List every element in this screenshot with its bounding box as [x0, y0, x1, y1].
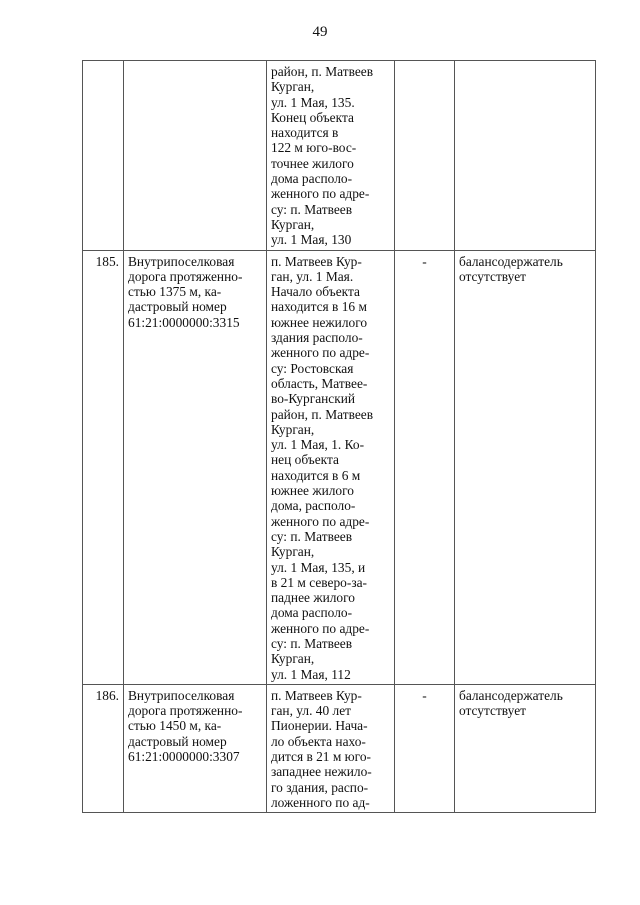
owner-cell — [455, 61, 596, 251]
text-line: дастровый номер — [128, 299, 227, 315]
text-line: п. Матвеев Кур- — [271, 253, 362, 269]
text-line: южнее нежилого — [271, 314, 368, 330]
text-line: 61:21:0000000:3307 — [128, 749, 240, 765]
text-line: Пионерии. Нача- — [271, 718, 368, 734]
text-line: балансодержатель — [459, 687, 563, 703]
text-line: стью 1375 м, ка- — [128, 284, 222, 300]
object-name-cell — [124, 61, 267, 251]
dash-cell: - — [395, 684, 455, 812]
object-location-cell — [267, 61, 395, 251]
text-line: п. Матвеев Кур- — [271, 687, 362, 703]
table-row — [83, 61, 596, 251]
text-line: 122 м юго-вос- — [271, 140, 357, 156]
text-line: женного по адре- — [271, 345, 370, 361]
text-line: ул. 1 Мая, 135. — [271, 94, 355, 110]
row-number-cell: 185. — [83, 250, 124, 684]
text-line: женного по адре- — [271, 186, 370, 202]
text-line: дастровый номер — [128, 733, 227, 749]
text-line: Конец объекта — [271, 109, 354, 125]
dash-cell — [395, 61, 455, 251]
text-line: область, Матвее- — [271, 375, 368, 391]
text-line: Курган, — [271, 651, 315, 667]
text-line: ган, ул. 40 лет — [271, 703, 351, 719]
text-line: Курган, — [271, 421, 315, 437]
text-line: дома, располо- — [271, 498, 356, 514]
text-line: южнее жилого — [271, 483, 354, 499]
text-line: стью 1450 м, ка- — [128, 718, 222, 734]
text-line: в 21 м северо-за- — [271, 574, 368, 590]
dash-cell: - — [395, 250, 455, 684]
text-line: Внутрипоселковая — [128, 687, 235, 703]
object-location-cell — [267, 684, 395, 812]
text-line: су: п. Матвеев — [271, 528, 353, 544]
text-line: дома располо- — [271, 605, 353, 621]
text-line: дома располо- — [271, 171, 353, 187]
text-line: ул. 1 Мая, 112 — [271, 666, 351, 682]
text-line: отсутствует — [459, 703, 526, 719]
text-line: нец объекта — [271, 452, 339, 468]
text-line: дорога протяженно- — [128, 703, 243, 719]
text-line: Начало объекта — [271, 284, 360, 300]
text-line: ул. 1 Мая, 1. Ко- — [271, 437, 365, 453]
text-line: ган, ул. 1 Мая. — [271, 268, 354, 284]
page-number: 49 — [312, 24, 328, 40]
text-line: женного по адре- — [271, 620, 370, 636]
text-line: 61:21:0000000:3315 — [128, 314, 240, 330]
text-line: во-Курганский — [271, 391, 356, 407]
text-line: Курган, — [271, 216, 315, 232]
text-line: точнее жилого — [271, 155, 354, 171]
text-line: находится в 6 м — [271, 467, 361, 483]
text-line: Внутрипоселковая — [128, 253, 235, 269]
object-name-cell — [124, 684, 267, 812]
registry-table — [82, 60, 596, 813]
row-number-cell — [83, 61, 124, 251]
text-line: су: п. Матвеев — [271, 201, 353, 217]
text-line: Курган, — [271, 79, 315, 95]
text-line: го здания, распо- — [271, 779, 369, 795]
text-line: балансодержатель — [459, 253, 563, 269]
text-line: Курган, — [271, 544, 315, 560]
text-line: паднее жилого — [271, 590, 355, 606]
text-line: дится в 21 м юго- — [271, 749, 371, 765]
text-line: находится в — [271, 125, 339, 141]
text-line: здания располо- — [271, 330, 363, 346]
text-line: ло объекта нахо- — [271, 733, 366, 749]
text-line: су: п. Матвеев — [271, 635, 353, 651]
object-name-cell — [124, 250, 267, 684]
row-number-cell: 186. — [83, 684, 124, 812]
text-line: су: Ростовская — [271, 360, 354, 376]
text-line: западнее нежило- — [271, 764, 372, 780]
owner-cell — [455, 250, 596, 684]
owner-cell — [455, 684, 596, 812]
table-row — [83, 684, 596, 812]
table-row — [83, 250, 596, 684]
text-line: ул. 1 Мая, 130 — [271, 232, 352, 248]
text-line: ложенного по ад- — [271, 794, 370, 810]
text-line: отсутствует — [459, 268, 526, 284]
text-line: женного по адре- — [271, 513, 370, 529]
object-location-cell — [267, 250, 395, 684]
text-line: район, п. Матвеев — [271, 406, 374, 422]
text-line: дорога протяженно- — [128, 268, 243, 284]
text-line: находится в 16 м — [271, 299, 367, 315]
text-line: ул. 1 Мая, 135, и — [271, 559, 366, 575]
text-line: район, п. Матвеев — [271, 64, 374, 79]
